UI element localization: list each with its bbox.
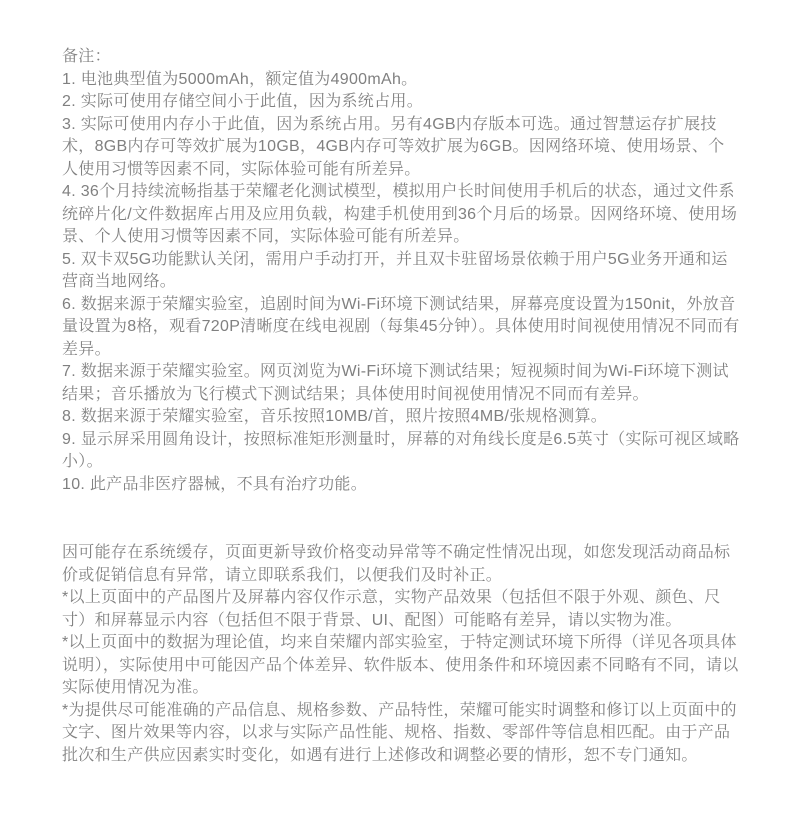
note-item-2: 2. 实际可使用存储空间小于此值，因为系统占用。 [62, 93, 423, 110]
note-item-4: 4. 36个月持续流畅指基于荣耀老化测试模型，模拟用户长时间使用手机后的状态，通过文件系统碎片化/文件数据库占用及应用负载，构建手机使用到36个月后的场景。因网络环境、使用场景、个人使用习惯等因素不同，实际体验可能有所差异。 [62, 183, 738, 245]
disclaimer-item-3: *以上页面中的数据为理论值，均来自荣耀内部实验室，于特定测试环境下所得（详见各项具体说明），实际使用中可能因产品个体差异、软件版本、使用条件和环境因素不同略有不同，请以实际使用情况为准。 [62, 634, 739, 696]
disclaimer-section [62, 542, 740, 767]
note-item-10: 10. 此产品非医疗器械，不具有治疗功能。 [62, 475, 367, 493]
note-item-8: 8. 数据来源于荣耀实验室，音乐按照10MB/首，照片按照4MB/张规格测算。 [62, 408, 608, 425]
disclaimer-item-1: 因可能存在系统缓存，页面更新导致价格变动异常等不确定性情况出现，如您发现活动商品标价或促销信息有异常，请立即联系我们，以便我们及时补正。 [62, 544, 731, 584]
disclaimer-item-4: *为提供尽可能准确的产品信息、规格参数、产品特性，荣耀可能实时调整和修订以上页面中的文字、图片效果等内容，以求与实际产品性能、规格、指数、零部件等信息相匹配。由于产品批次和生产供应因素实时变化，如遇有进行上述修改和调整必要的情形，恕不专门通知。 [62, 701, 737, 764]
note-item-1: 1. 电池典型值为5000mAh，额定值为4900mAh。 [62, 70, 418, 88]
note-item-7: 7. 数据来源于荣耀实验室。网页浏览为Wi-Fi环境下测试结果；短视频时间为Wi-Fi环境下测试结果；音乐播放为飞行模式下测试结果；具体使用时间视使用情况不同而有差异。 [62, 363, 729, 403]
notes-title: 备注： [62, 48, 111, 65]
notes-section [62, 46, 740, 496]
note-item-5: 5. 双卡双5G功能默认关闭，需用户手动打开，并且双卡驻留场景依赖于用户5G业务开通和运营商当地网络。 [62, 250, 728, 290]
note-item-3: 3. 实际可使用内存小于此值，因为系统占用。另有4GB内存版本可选。通过智慧运存扩展技术，8GB内存可等效扩展为10GB，4GB内存可等效扩展为6GB。因网络环境、使用场景、个人使用习惯等因素不同，实际体验可能有所差异。 [62, 115, 725, 178]
note-item-6: 6. 数据来源于荣耀实验室，追剧时间为Wi-Fi环境下测试结果，屏幕亮度设置为150nit，外放音量设置为8格，观看720P清晰度在线电视剧（每集45分钟）。具体使用时间视使用情况不同而有差异。 [62, 295, 740, 358]
note-item-9: 9. 显示屏采用圆角设计，按照标准矩形测量时，屏幕的对角线长度是6.5英寸（实际可视区域略小）。 [62, 430, 740, 470]
disclaimer-item-2: *以上页面中的产品图片及屏幕内容仅作示意，实物产品效果（包括但不限于外观、颜色、尺寸）和屏幕显示内容（包括但不限于背景、UI、配图）可能略有差异，请以实物为准。 [62, 589, 721, 629]
